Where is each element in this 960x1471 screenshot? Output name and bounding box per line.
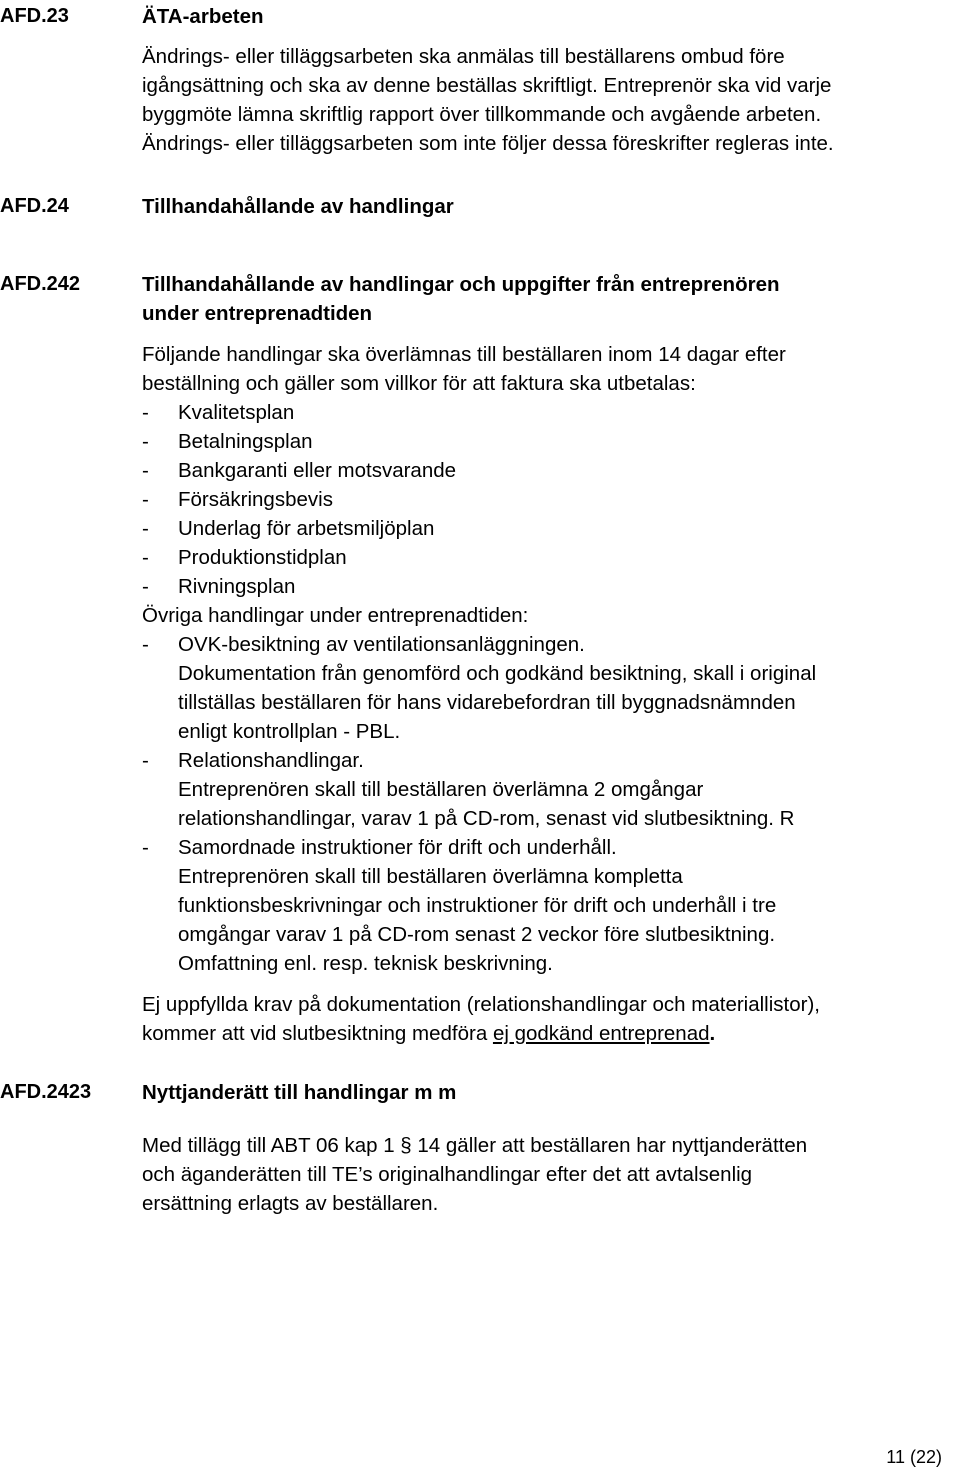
- section-body: [142, 340, 942, 1048]
- list-item: [142, 514, 942, 543]
- list-dash: -: [142, 430, 149, 453]
- list-item-text: Rivningsplan: [178, 575, 296, 598]
- list-item-text: Betalningsplan: [178, 430, 313, 453]
- paragraph-line: beställning och gäller som villkor för att faktura ska utbetalas:: [142, 372, 696, 395]
- paragraph-line: byggmöte lämna skriftlig rapport över tillkommande och avgående arbeten.: [142, 103, 822, 126]
- section-code: AFD.2423: [0, 1081, 92, 1103]
- list-item-detail: enligt kontrollplan - PBL.: [178, 720, 401, 743]
- list-item-detail: funktionsbeskrivningar och instruktioner för drift och underhåll i tre: [178, 894, 777, 917]
- list-dash: -: [142, 459, 149, 482]
- list-dash: -: [142, 401, 149, 424]
- section-body: [142, 42, 942, 158]
- list-item-text: Produktionstidplan: [178, 546, 347, 569]
- list-item: [142, 456, 942, 485]
- page-number: 11 (22): [886, 1447, 942, 1467]
- list-item-detail: relationshandlingar, varav 1 på CD-rom, senast vid slutbesiktning. R: [178, 807, 795, 830]
- title-line: under entreprenadtiden: [142, 302, 373, 325]
- list-item-text: OVK-besiktning av ventilationsanläggningen.: [178, 633, 585, 656]
- closing-line: [142, 1019, 942, 1048]
- section-title: Nyttjanderätt till handlingar m m: [142, 1081, 457, 1104]
- list-item-text: Underlag för arbetsmiljöplan: [178, 517, 435, 540]
- paragraph-line: ersättning erlagts av beställaren.: [142, 1192, 439, 1215]
- list-item: [142, 485, 942, 514]
- paragraph-line: Med tillägg till ABT 06 kap 1 § 14 gäller att beställaren har nyttjanderätten: [142, 1134, 808, 1157]
- closing-line: Ej uppfyllda krav på dokumentation (relationshandlingar och materiallistor),: [142, 993, 820, 1016]
- underlined-emphasis: ej godkänd entreprenad: [492, 1022, 710, 1045]
- section-title: [142, 270, 942, 328]
- list-item-detail: Omfattning enl. resp. teknisk beskrivning.: [178, 952, 553, 975]
- list-dash: -: [142, 488, 149, 511]
- list-item: [142, 833, 942, 862]
- list-item: [142, 543, 942, 572]
- section-title: ÄTA-arbeten: [142, 5, 264, 28]
- list-dash: -: [142, 517, 149, 540]
- section-title: Tillhandahållande av handlingar: [142, 195, 454, 218]
- section-code: AFD.242: [0, 273, 81, 295]
- list-dash: -: [142, 749, 149, 772]
- section-code: AFD.23: [0, 5, 69, 27]
- list-item-detail: omgångar varav 1 på CD-rom senast 2 veckor före slutbesiktning.: [178, 923, 776, 946]
- list-item-detail: tillställas beställaren för hans vidarebefordran till byggnadsnämnden: [178, 691, 796, 714]
- paragraph-line: Ändrings- eller tilläggsarbeten som inte följer dessa föreskrifter regleras inte.: [142, 132, 834, 155]
- closing-period: .: [709, 1022, 716, 1045]
- list-item: [142, 630, 942, 659]
- list-item-text: Kvalitetsplan: [178, 401, 295, 424]
- section-body: [142, 1131, 942, 1218]
- list-item: [142, 398, 942, 427]
- list-item-text: Samordnade instruktioner för drift och underhåll.: [178, 836, 617, 859]
- list-item: [142, 427, 942, 456]
- paragraph-line: Ändrings- eller tilläggsarbeten ska anmälas till beställarens ombud före: [142, 45, 785, 68]
- paragraph-line: Följande handlingar ska överlämnas till beställaren inom 14 dagar efter: [142, 343, 786, 366]
- list-item: [142, 572, 942, 601]
- list-item-detail: Entreprenören skall till beställaren överlämna 2 omgångar: [178, 778, 704, 801]
- closing-text: kommer att vid slutbesiktning medföra: [142, 1022, 493, 1045]
- list-dash: -: [142, 836, 149, 859]
- list-item: [142, 746, 942, 775]
- list-dash: -: [142, 633, 149, 656]
- title-line: Tillhandahållande av handlingar och uppgifter från entreprenören: [142, 273, 780, 296]
- list-item-text: Relationshandlingar.: [178, 749, 364, 772]
- list-item-detail: Dokumentation från genomförd och godkänd besiktning, skall i original: [178, 662, 817, 685]
- paragraph-line: och äganderätten till TE’s originalhandlingar efter det att avtalsenlig: [142, 1163, 753, 1186]
- paragraph-line: igångsättning och ska av denne beställas skriftligt. Entreprenör ska vid varje: [142, 74, 832, 97]
- list-item-text: Bankgaranti eller motsvarande: [178, 459, 457, 482]
- list-item-text: Försäkringsbevis: [178, 488, 333, 511]
- section-code: AFD.24: [0, 195, 69, 217]
- list-dash: -: [142, 546, 149, 569]
- list-dash: -: [142, 575, 149, 598]
- other-docs-heading: Övriga handlingar under entreprenadtiden:: [142, 604, 529, 627]
- list-item-detail: Entreprenören skall till beställaren överlämna kompletta: [178, 865, 683, 888]
